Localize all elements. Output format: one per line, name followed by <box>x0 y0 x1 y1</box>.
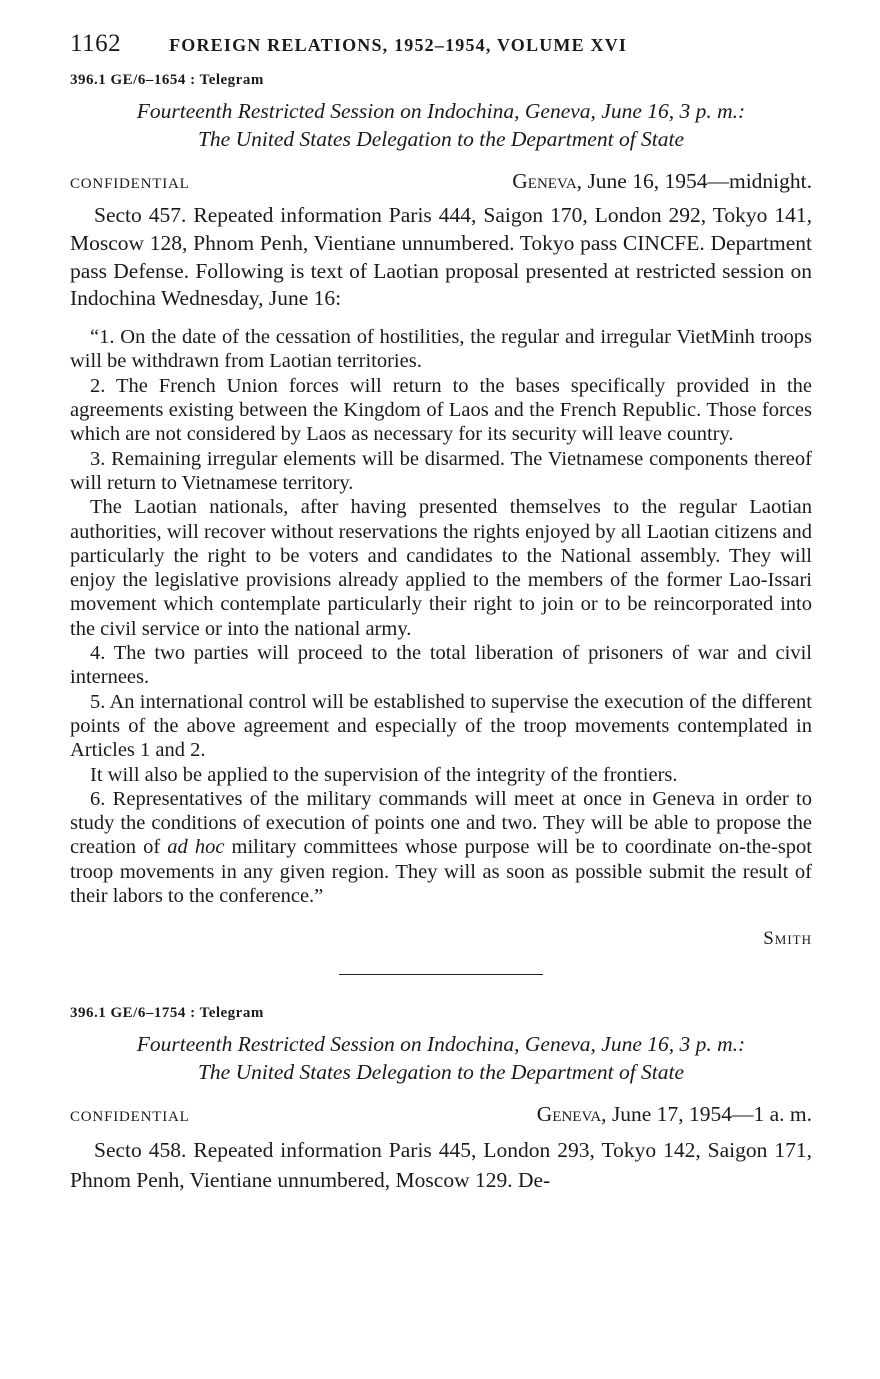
proposal-paragraph: It will also be applied to the supervision of the integrity of the frontiers. <box>90 763 678 786</box>
telegram-intro-2: Secto 458. Repeated information Paris 445, London 293, Tokyo 142, Saigon 171, Phnom Penh, Vientiane unnumbered, Moscow 129. De- <box>70 1138 812 1193</box>
para6-text-end: military committees whose purpose will be to coordinate on-the-spot troop movements in any given region. They will as soon as possible submit the result of their labors to the conference.” <box>70 836 812 908</box>
section-divider <box>339 974 543 975</box>
document-title-2-line-1: Fourteenth Restricted Session on Indochina, Geneva, June 16, 3 p. m.: <box>136 1032 746 1057</box>
para6-text-start: 6. Representatives of the military commands will meet at once in Geneva in order to study the conditions of execution of points one and two. They will be able to propose the creation of <box>70 787 812 859</box>
proposal-paragraph: 2. The French Union forces will return to the bases specifically provided in the agreements existing between the Kingdom of Laos and the French Republic. Those forces which are not considered by Laos as necessary for its security will leave country. <box>70 374 812 446</box>
dateline <box>70 169 812 194</box>
file-reference: 396.1 GE/6–1654 : Telegram <box>70 72 264 88</box>
classification-label: CONFIDENTIAL <box>70 176 190 192</box>
document-title <box>70 97 812 153</box>
quoted-proposal <box>70 325 812 908</box>
document-title-line-2: The United States Delegation to the Department of State <box>197 127 685 151</box>
proposal-paragraph-6 <box>70 787 812 908</box>
proposal-paragraph: 3. Remaining irregular elements will be disarmed. The Vietnamese components thereof will return to Vietnamese territory. <box>70 447 812 494</box>
page-number: 1162 <box>70 30 122 57</box>
file-reference-2: 396.1 GE/6–1754 : Telegram <box>70 1005 264 1022</box>
document-title-line-1: Fourteenth Restricted Session on Indochina, Geneva, June 16, 3 p. m.: <box>136 99 746 123</box>
running-header <box>70 30 812 58</box>
para6-italic: ad hoc <box>167 836 225 859</box>
place-name: Geneva, <box>512 169 583 193</box>
signature: Smith <box>763 928 812 950</box>
place-date <box>512 169 812 194</box>
proposal-paragraph: 4. The two parties will proceed to the total liberation of prisoners of war and civil internees. <box>70 642 812 689</box>
publication-title: FOREIGN RELATIONS, 1952–1954, VOLUME XVI <box>169 35 628 55</box>
telegram-intro: Secto 457. Repeated information Paris 444, Saigon 170, London 292, Tokyo 141, Moscow 128, Phnom Penh, Vientiane unnumbered. Tokyo pass CINCFE. Department pass Defense. Following is text of Laotian proposal presented at restricted session on Indochina Wednesday, June 16: <box>70 203 812 311</box>
place-name-2: Geneva, <box>536 1102 607 1127</box>
proposal-paragraph: 5. An international control will be established to supervise the execution of the different points of the above agreement and especially of the troop movements contemplated in Articles 1 and 2. <box>70 690 812 762</box>
document-title-2-line-2: The United States Delegation to the Department of State <box>197 1060 685 1085</box>
proposal-paragraph: The Laotian nationals, after having presented themselves to the regular Laotian authorities, will recover without reservations the rights enjoyed by all Laotian citizens and particularly the right to be voters and candidates to the National assembly. They will enjoy the legislative provisions already applied to the members of the former Lao-Issari movement which contemplate particularly their right to join or to be reincorporated into the civil service or into the national army. <box>70 496 812 640</box>
proposal-paragraph: “1. On the date of the cessation of hostilities, the regular and irregular VietMinh troops will be withdrawn from Laotian territories. <box>70 326 812 373</box>
document-title-2 <box>70 1030 812 1086</box>
place-date-2 <box>537 1102 812 1127</box>
date-text-2: June 17, 1954—1 a. m. <box>606 1102 812 1127</box>
date-text: June 16, 1954—midnight. <box>582 169 812 193</box>
classification-label-2: CONFIDENTIAL <box>70 1109 190 1126</box>
dateline-2 <box>70 1102 812 1127</box>
